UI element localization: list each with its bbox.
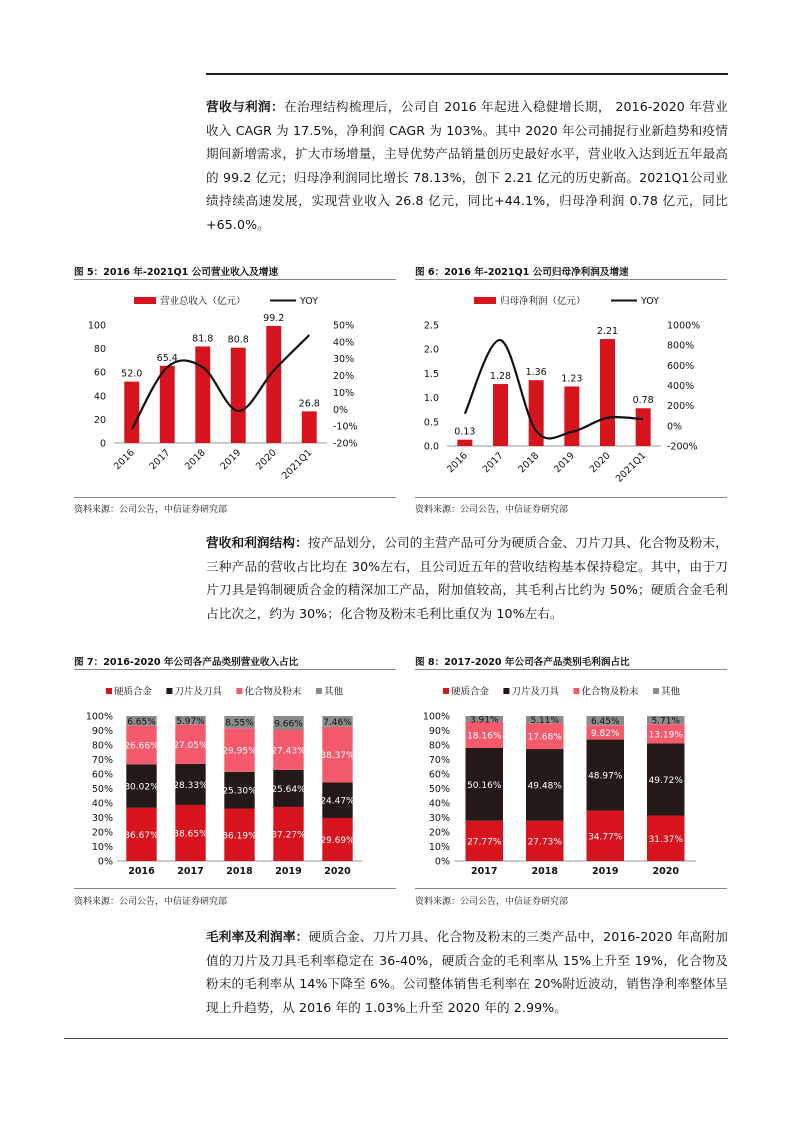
segment-data-label: 5.97% [176, 716, 205, 727]
paragraph-text: 在治理结构梳理后，公司自 2016 年起进入稳健增长期， 2016-2020 年营业收入 CAGR 为 17.5%，净利润 CAGR 为 103%。其中 2020 年公司捕捉行业新趋势和疫情期间新增需求，扩大市场增量，主导优势产品销量创历史最好水平，营业收入达到近五年最高的 99.2 亿元；归母净利润同比增长 78.13%，创下 2.21 亿元的历史新高。2021Q1公司业绩持续高速发展，实现营业收入 26.8 亿元，同比+44.1%，归母净利润 0.78 亿元，同比+65.0%。 [206, 99, 728, 232]
legend-swatch [166, 688, 172, 694]
legend-swatch [503, 688, 509, 694]
figure-5-source: 资料来源：公司公告，中信证券研究部 [74, 505, 228, 515]
figure-8-source-rule [415, 888, 727, 889]
segment-data-label: 27.73% [527, 837, 562, 848]
bar [493, 384, 508, 446]
bar-data-label: 52.0 [121, 368, 143, 380]
header-rule [206, 73, 728, 75]
y-tick-label: 0 [99, 438, 106, 450]
bar [457, 440, 472, 446]
bar-data-label: 80.8 [227, 334, 249, 346]
x-tick-label: 2017 [480, 450, 506, 476]
figure-8-source: 资料来源：公司公告，中信证券研究部 [415, 897, 569, 907]
y-tick-label: 0.0 [423, 441, 439, 453]
segment-data-label: 38.37% [320, 751, 355, 762]
segment-data-label: 28.33% [173, 780, 208, 791]
paragraph-text: 按产品划分，公司的主营产品可分为硬质合金、刀片刀具、化合物及粉末，三种产品的营收占比均在 30%左右，且公司近五年的营收结构基本保持稳定。其中，由于刀片刀具是钨制硬质合金的精深加工产品，附加值较高，其毛利占比约为 50%；硬质合金毛利占比次之，约为 30%；化合物及粉末毛利比重仅为 10%左右。 [206, 535, 728, 621]
y-tick-label: 10% [91, 842, 113, 853]
bar-data-label: 81.8 [192, 333, 214, 345]
legend-swatch [573, 688, 579, 694]
x-tick-label: 2021Q1 [279, 447, 315, 482]
legend-line-label: YOY [641, 296, 660, 307]
y-tick-label: 70% [91, 755, 113, 766]
bar [266, 326, 281, 443]
y2-tick-label: -200% [667, 441, 698, 453]
segment-data-label: 3.91% [469, 715, 499, 726]
segment-data-label: 48.97% [588, 771, 623, 782]
figure-7-source-rule [74, 888, 396, 889]
paragraph-label: 营收和利润结构： [206, 535, 308, 550]
bar-data-label: 1.28 [489, 371, 512, 383]
figure-8-title-rule [415, 669, 727, 670]
bar-data-label: 65.4 [156, 352, 178, 364]
segment-data-label: 29.95% [222, 746, 257, 757]
bar [160, 366, 175, 443]
segment-data-label: 13.19% [648, 730, 683, 741]
x-tick-label: 2019 [592, 866, 619, 877]
y2-tick-label: 600% [667, 360, 695, 372]
segment-data-label: 18.16% [467, 731, 502, 742]
paragraph-revenue-profit [206, 95, 728, 237]
bar-data-label: 2.21 [596, 326, 619, 338]
x-tick-label: 2016 [128, 866, 155, 877]
legend-label: 其他 [661, 686, 681, 698]
footer-rule [64, 1038, 728, 1039]
segment-data-label: 31.37% [648, 834, 683, 845]
x-tick-label: 2020 [587, 450, 613, 476]
x-tick-label: 2018 [182, 447, 208, 473]
figure-6-title-rule [415, 279, 727, 280]
y-tick-label: 80% [91, 740, 113, 752]
x-tick-label: 2021Q1 [613, 450, 649, 485]
figure-7-chart [70, 674, 400, 884]
figure-5-title-rule [74, 279, 396, 280]
segment-data-label: 27.05% [173, 740, 208, 751]
y-tick-label: 1.5 [423, 368, 439, 380]
segment-data-label: 5.11% [530, 716, 560, 727]
y2-tick-label: 0% [333, 404, 349, 416]
segment-data-label: 50.16% [467, 780, 502, 791]
legend-bar-label: 归母净利润（亿元） [500, 296, 586, 307]
y-tick-label: 40% [428, 798, 450, 810]
bar-data-label: 0.78 [632, 395, 654, 407]
figure-5-title: 图 5：2016 年-2021Q1 公司营业收入及增速 [74, 267, 279, 278]
figure-7-title: 图 7：2016-2020 年公司各产品类别营业收入占比 [74, 657, 299, 668]
y-tick-label: 40% [91, 798, 113, 810]
y-tick-label: 20% [91, 827, 113, 839]
figure-8-title: 图 8：2017-2020 年公司各产品类别毛利润占比 [415, 657, 630, 668]
segment-data-label: 9.82% [590, 728, 620, 739]
bar [195, 346, 210, 443]
figure-7-title-rule [74, 669, 396, 670]
yoy-line [465, 340, 643, 438]
segment-data-label: 6.65% [127, 717, 156, 728]
y-tick-label: 20% [428, 827, 450, 839]
legend-label: 化合物及粉末 [581, 686, 639, 698]
x-tick-label: 2020 [324, 866, 351, 877]
legend-swatch [443, 688, 449, 694]
y-tick-label: 100% [85, 711, 113, 723]
y-tick-label: 10% [428, 842, 450, 853]
legend-label: 硬质合金 [114, 686, 153, 698]
legend-bar-swatch [474, 297, 496, 304]
y-tick-label: 0% [97, 856, 113, 868]
segment-data-label: 5.71% [651, 716, 681, 727]
bar [231, 348, 246, 443]
figure-6-source: 资料来源：公司公告，中信证券研究部 [415, 505, 569, 515]
legend-swatch [316, 688, 322, 694]
y2-tick-label: 40% [333, 337, 355, 349]
x-tick-label: 2018 [516, 450, 542, 476]
legend-bar-label: 营业总收入（亿元） [160, 296, 246, 307]
paragraph-margins [206, 925, 728, 1019]
y2-tick-label: 0% [667, 421, 683, 433]
x-tick-label: 2019 [218, 447, 244, 473]
y2-tick-label: 400% [667, 381, 695, 392]
y-tick-label: 90% [428, 726, 450, 737]
segment-data-label: 37.27% [271, 830, 306, 841]
paragraph-revenue-structure [206, 531, 728, 625]
segment-data-label: 29.69% [320, 835, 355, 846]
legend-swatch [106, 688, 112, 694]
y2-tick-label: 20% [333, 371, 355, 383]
legend-label: 刀片及刀具 [174, 686, 222, 698]
y-tick-label: 2.5 [423, 320, 439, 332]
legend-label: 刀片及刀具 [511, 686, 559, 698]
x-tick-label: 2019 [275, 866, 302, 877]
y2-tick-label: -10% [333, 421, 358, 433]
y2-tick-label: 1000% [667, 320, 701, 332]
x-tick-label: 2016 [445, 450, 470, 476]
y2-tick-label: 50% [333, 320, 355, 332]
x-tick-label: 2020 [253, 447, 279, 473]
segment-data-label: 34.77% [588, 832, 623, 843]
y-tick-label: 100% [422, 711, 450, 723]
y-tick-label: 30% [428, 813, 450, 824]
y-tick-label: 60% [91, 769, 113, 781]
segment-data-label: 49.72% [648, 775, 683, 786]
figure-5-chart [70, 284, 400, 494]
y-tick-label: 70% [428, 755, 450, 766]
legend-label: 化合物及粉末 [244, 686, 302, 698]
y-tick-label: 0% [434, 856, 450, 868]
x-tick-label: 2017 [147, 447, 173, 473]
paragraph-label: 毛利率及利润率： [206, 929, 309, 944]
segment-data-label: 6.45% [590, 717, 620, 728]
figure-6-source-rule [415, 497, 727, 498]
bar-data-label: 99.2 [263, 312, 285, 324]
segment-data-label: 38.65% [173, 829, 208, 840]
paragraph-text: 硬质合金、刀片刀具、化合物及粉末的三类产品中，2016-2020 年高附加值的刀片及刀具毛利率稳定在 36-40%，硬质合金的毛利率从 15%上升至 19%，化合物及粉末的毛利率从 14%下降至 6%。公司整体销售毛利率在 20%附近波动，销售净利率整体呈现上升趋势，从 2016 年的 1.03%上升至 2020 年的 2.99%。 [206, 929, 728, 1015]
y2-tick-label: 800% [667, 340, 695, 352]
bar [636, 408, 651, 446]
bar [600, 339, 615, 446]
segment-data-label: 24.47% [320, 796, 355, 807]
segment-data-label: 30.02% [124, 782, 159, 793]
x-tick-label: 2018 [226, 866, 253, 877]
y2-tick-label: 10% [333, 387, 355, 399]
segment-data-label: 9.66% [274, 719, 303, 730]
segment-data-label: 36.67% [124, 830, 159, 841]
legend-label: 其他 [324, 686, 344, 698]
figure-6-title: 图 6：2016 年-2021Q1 公司归母净利润及增速 [415, 267, 629, 278]
y-tick-label: 1.0 [423, 393, 439, 405]
x-tick-label: 2018 [531, 866, 558, 877]
bar-data-label: 26.8 [298, 398, 320, 410]
y-tick-label: 100 [87, 320, 106, 332]
y-tick-label: 60 [93, 367, 106, 379]
segment-data-label: 26.66% [124, 741, 159, 752]
y-tick-label: 50% [428, 784, 450, 795]
y-tick-label: 80 [93, 344, 106, 356]
y-tick-label: 80% [428, 740, 450, 752]
paragraph-label: 营收与利润： [206, 99, 284, 114]
x-tick-label: 2020 [652, 866, 679, 877]
x-tick-label: 2019 [552, 450, 577, 476]
yoy-line [132, 335, 310, 429]
legend-swatch [653, 688, 659, 694]
figure-7-source: 资料来源：公司公告，中信证券研究部 [74, 897, 228, 907]
segment-data-label: 25.64% [271, 784, 306, 795]
figure-6-chart [411, 284, 731, 494]
y-tick-label: 50% [91, 784, 113, 795]
bar-data-label: 1.36 [525, 367, 547, 379]
segment-data-label: 49.48% [527, 781, 562, 792]
legend-bar-swatch [134, 297, 156, 304]
bar-data-label: 0.13 [454, 426, 476, 438]
bar [564, 386, 579, 446]
segment-data-label: 27.77% [467, 837, 502, 848]
bar [124, 382, 139, 443]
y-tick-label: 2.0 [423, 344, 439, 356]
segment-data-label: 17.68% [527, 732, 562, 743]
segment-data-label: 7.46% [323, 717, 352, 728]
x-tick-label: 2017 [471, 866, 498, 877]
y2-tick-label: 30% [333, 354, 355, 366]
y2-tick-label: -20% [333, 438, 358, 450]
figure-5-source-rule [74, 497, 396, 498]
y-tick-label: 20 [93, 414, 106, 426]
segment-data-label: 8.55% [225, 718, 254, 729]
y2-tick-label: 200% [667, 401, 695, 413]
legend-line-label: YOY [300, 296, 319, 307]
figure-8-chart [411, 674, 731, 884]
y-tick-label: 0.5 [423, 417, 439, 429]
y-tick-label: 60% [428, 769, 450, 781]
bar-data-label: 1.23 [561, 373, 583, 385]
y-tick-label: 40 [93, 391, 106, 403]
segment-data-label: 27.43% [271, 746, 306, 757]
legend-swatch [236, 688, 242, 694]
y-tick-label: 90% [91, 726, 113, 737]
legend-label: 硬质合金 [451, 686, 490, 698]
bar [302, 411, 317, 443]
segment-data-label: 25.30% [222, 786, 257, 797]
x-tick-label: 2016 [111, 447, 137, 473]
y-tick-label: 30% [91, 813, 113, 824]
segment-data-label: 36.19% [222, 831, 257, 842]
x-tick-label: 2017 [177, 866, 204, 877]
